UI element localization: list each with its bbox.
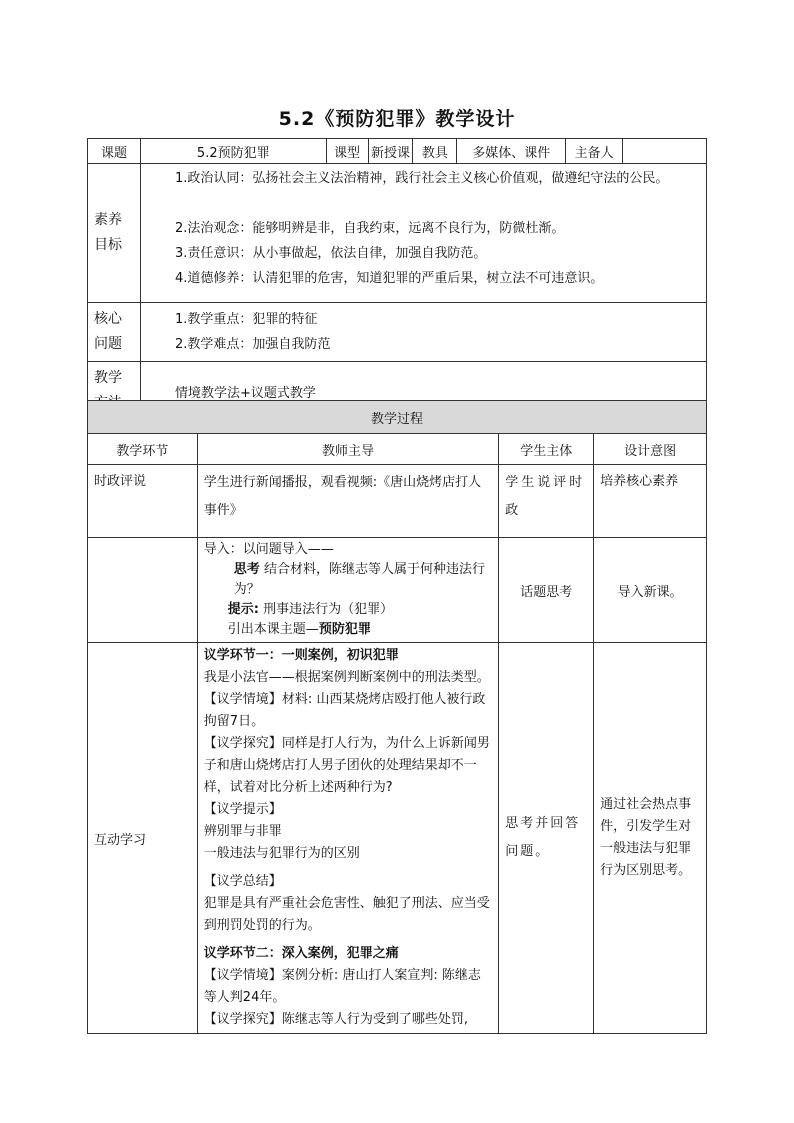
core-item: 1.教学重点：犯罪的特征 [174,312,318,327]
judge-text: 我是小法官——根据案例判断案例中的刑法类型。 [203,670,490,685]
process-table [87,400,707,1034]
stage-cell: 时政评说 [88,465,198,538]
stage-cell [88,538,198,643]
literacy-item: 3.责任意识：从小事做起，依法自律，加强自我防范。 [174,246,487,261]
type-value: 新授课 [368,139,413,164]
tip-tag: 【议学提示】 [203,802,282,817]
method-label: 教学 [88,362,141,421]
situation-text: 【议学情境】材料: 山西某烧烤店殴打他人被行政拘留7日。 [203,692,486,729]
student-cell: 话题思考 [499,538,594,643]
col-teacher: 教师主导 [197,434,498,465]
table-row [88,538,707,643]
literacy-goals [140,164,706,303]
method-value: 情境教学法+议题式教学 [140,362,706,421]
teacher-cell: 学生进行新闻播报，观看视频:《唐山烧烤店打人事件》 [197,465,498,538]
teacher-cell [197,538,498,643]
core-item: 2.教学难点：加强自我防范 [174,337,331,352]
tip-item: 一般违法与犯罪行为的区别 [203,846,360,861]
intent-cell: 培养核心素养 [594,465,707,538]
literacy-label: 素养 目标 [88,164,141,303]
topic-value: 5.2预防犯罪 [140,139,326,164]
literacy-item: 1.政治认同：弘扬社会主义法治精神，践行社会主义核心价值观，做遵纪守法的公民。 [174,171,669,186]
explore-text: 【议学探究】陈继志等人行为受到了哪些处罚, [203,1012,468,1027]
summary-text: 犯罪是具有严重社会危害性、触犯了刑法、应当受到刑罚处罚的行为。 [203,896,490,933]
intent-cell: 导入新课。 [594,538,707,643]
col-stage: 教学环节 [88,434,198,465]
student-cell: 思考并回答问题。 [499,643,594,1034]
table-row [88,643,707,1034]
teacher-cell [197,643,498,1034]
process-title: 教学过程 [88,401,707,434]
tools-label: 教具 [413,139,457,164]
tip-item: 辨别罪与非罪 [203,824,282,839]
intro-text: 导入：以问题导入—— [203,542,334,557]
think-text: 思考 结合材料，陈继志等人属于何种违法行为？ [233,562,485,597]
core-issues [140,303,706,362]
literacy-row [88,164,707,303]
type-label: 课型 [326,139,368,164]
table-row [88,465,707,538]
lead-text: 引出本课主题—预防犯罪 [227,622,371,637]
think-label: 思考 [233,562,260,577]
literacy-item: 2.法治观念：能够明辨是非，自我约束，远离不良行为，防微杜渐。 [174,221,565,236]
preparer-value [623,139,707,164]
page-title: 5.2《预防犯罪》教学设计 [278,108,516,130]
core-row [88,303,707,362]
intent-cell: 通过社会热点事件，引发学生对一般违法与犯罪行为区别思考。 [594,643,707,1034]
explore-text: 【议学探究】同样是打人行为，为什么上诉新闻男子和唐山烧烤店打人男子团伙的处理结果却不一样，试着对比分析上述两种行为? [203,736,490,795]
process-header-row [88,434,707,465]
literacy-item: 4.道德修养：认清犯罪的危害，知道犯罪的严重后果，树立法不可违意识。 [174,271,604,286]
section-heading: 议学环节一：一则案例，初识犯罪 [203,648,399,663]
summary-tag: 【议学总结】 [203,874,282,889]
hint-label: 提示: [227,602,259,617]
col-student: 学生主体 [499,434,594,465]
topic-label: 课题 [88,139,141,164]
tools-value: 多媒体、课件 [457,139,566,164]
situation-text: 【议学情境】案例分析: 唐山打人案宣判: 陈继志等人判24年。 [203,968,481,1005]
student-cell: 学生说评时政 [499,465,594,538]
preparer-label: 主备人 [566,139,623,164]
col-intent: 设计意图 [594,434,707,465]
process-title-row [88,401,707,434]
info-table [87,138,707,421]
section-heading: 议学环节二：深入案例，犯罪之痛 [203,946,399,961]
header-row [88,139,707,164]
core-label: 核心 问题 [88,303,141,362]
stage-cell: 互动学习 [88,643,198,1034]
hint-text: 提示: 刑事违法行为（犯罪） [227,602,394,617]
